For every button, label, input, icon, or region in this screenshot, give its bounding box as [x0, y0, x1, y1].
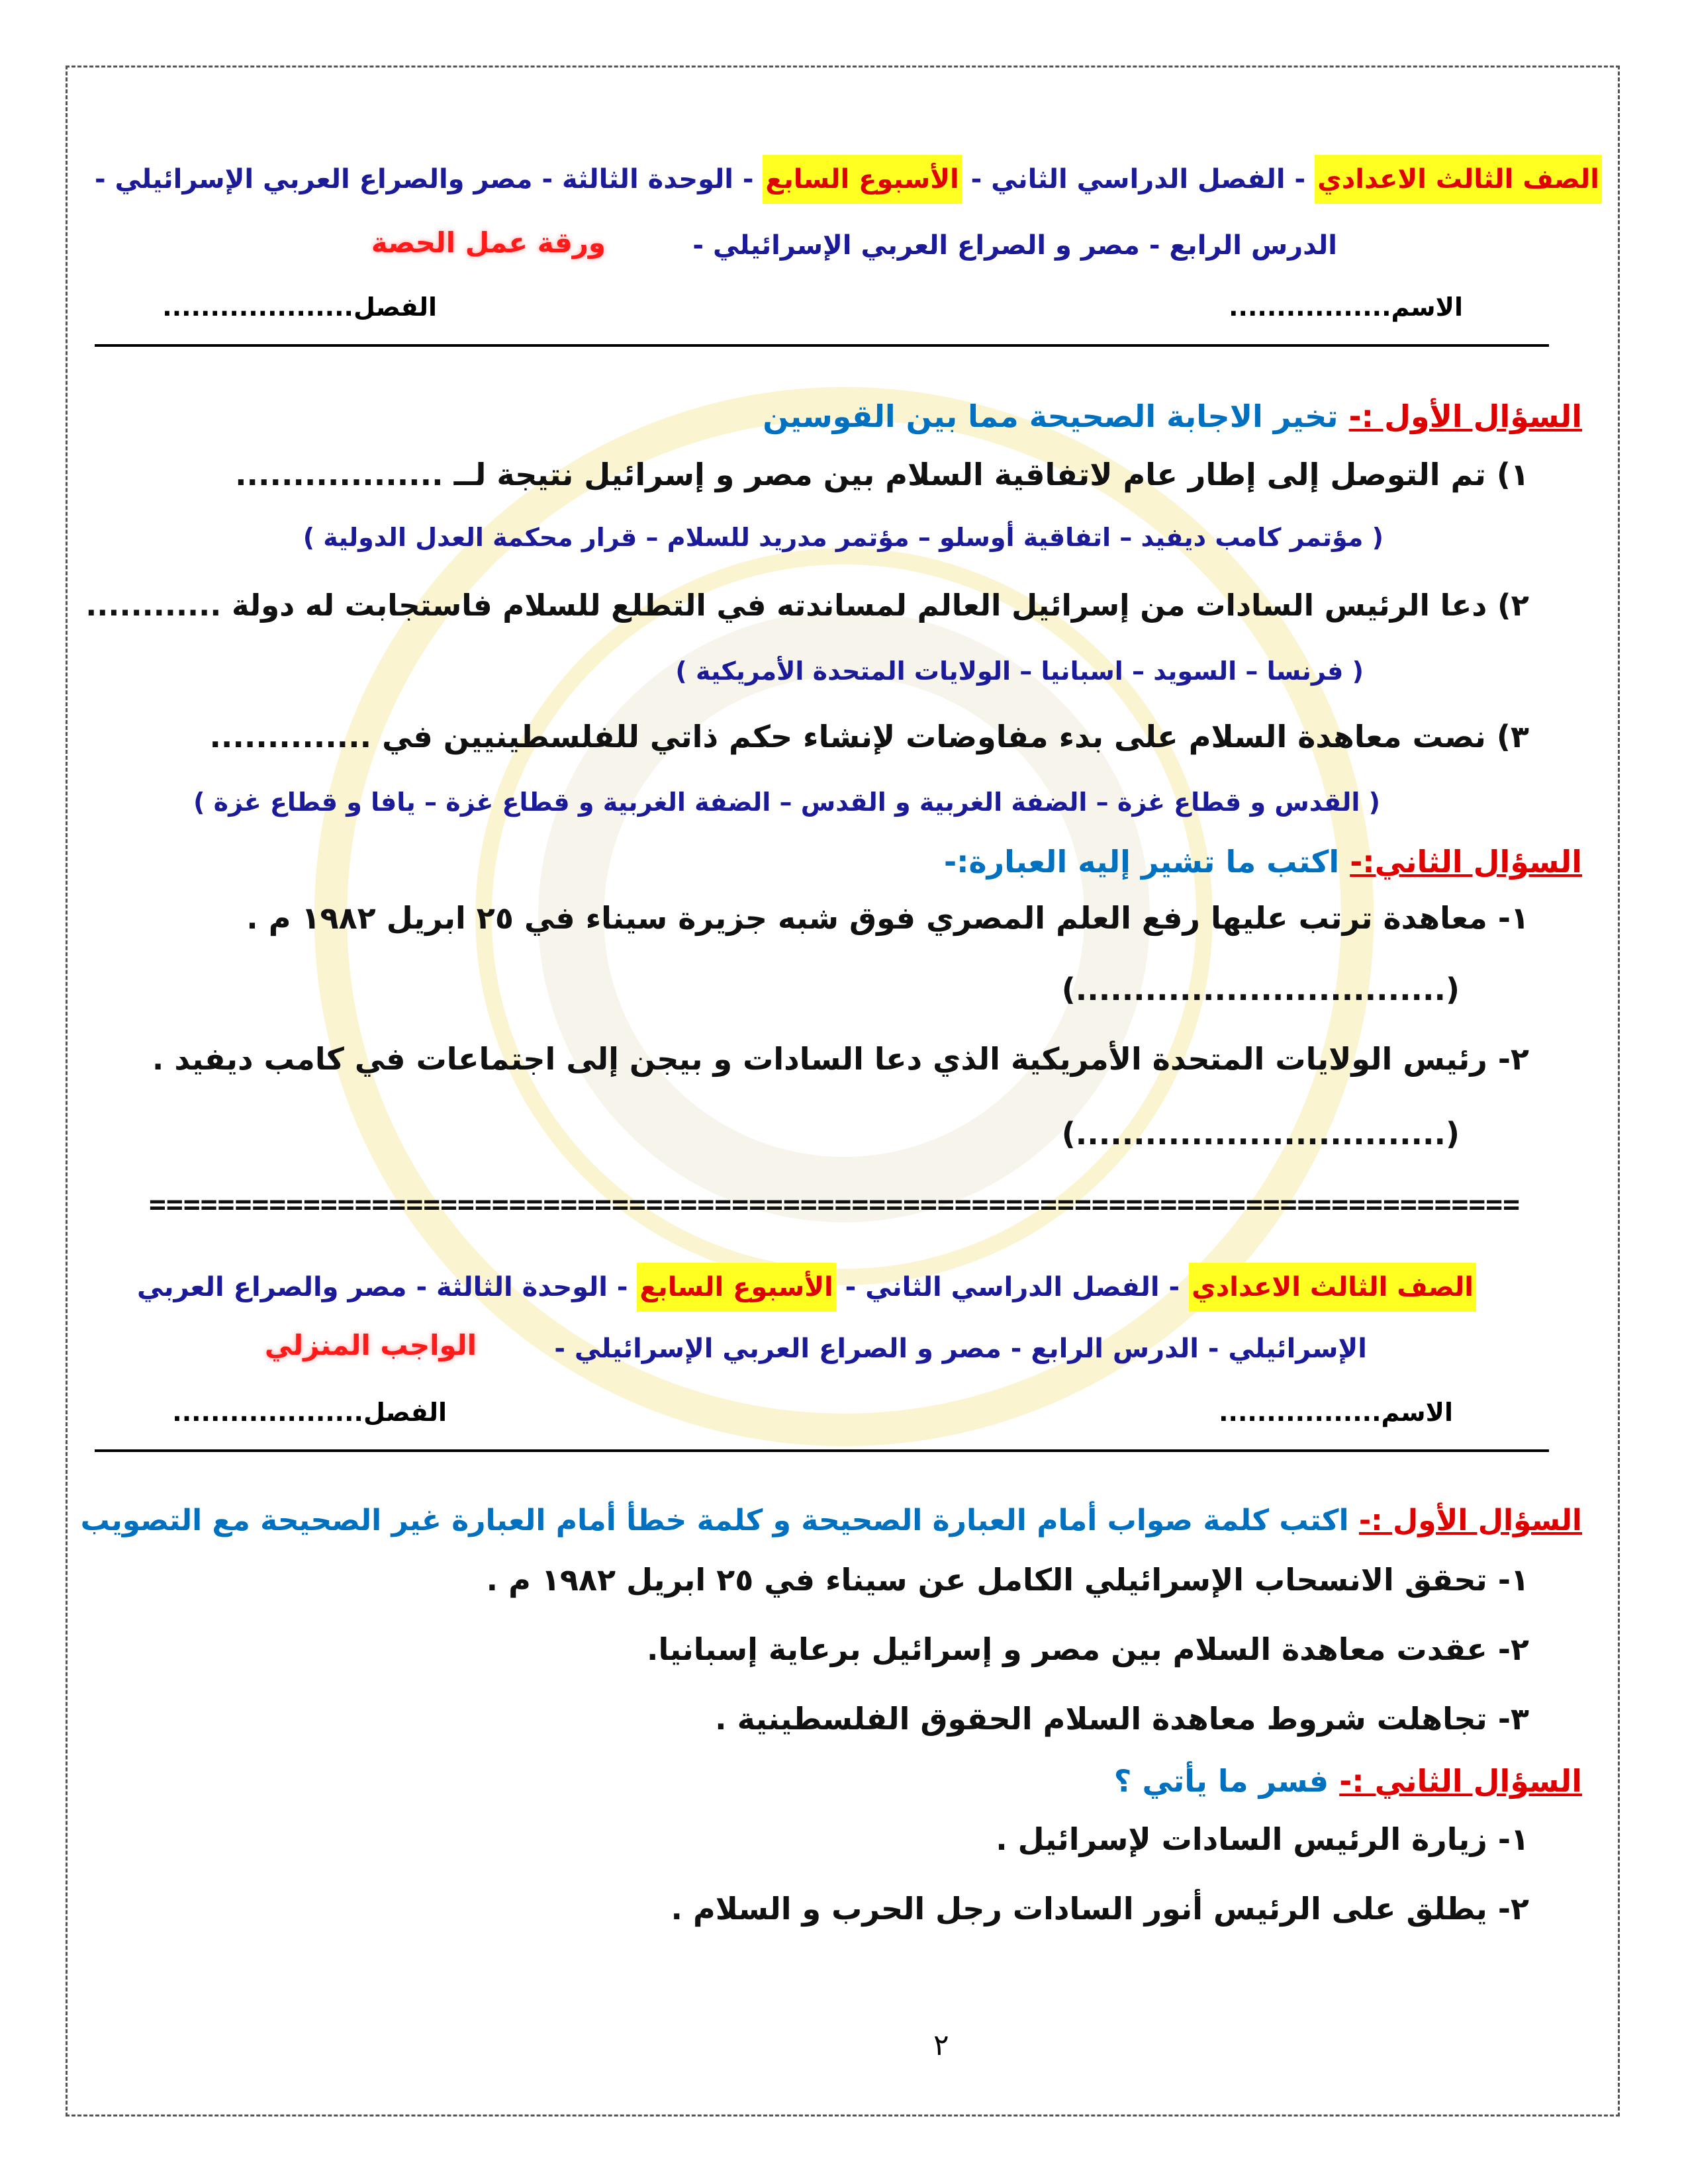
- page-number: ٢: [933, 2028, 949, 2062]
- week-label: الأسبوع السابع: [763, 155, 961, 204]
- question-item: ١- تحقق الانسحاب الإسرائيلي الكامل عن سيناء في ٢٥ ابريل ١٩٨٢ م .: [486, 1562, 1529, 1598]
- hw-q2-instruction: فسر ما يأتي ؟: [1113, 1763, 1340, 1799]
- lesson-label: الدرس الرابع - مصر و الصراع العربي الإسرائيلي -: [692, 230, 1337, 261]
- sheet-type-label: ورقة عمل الحصة: [371, 226, 606, 259]
- q2-label: السؤال الثاني:-: [1350, 844, 1582, 880]
- sheet-type-label: الواجب المنزلي: [264, 1329, 477, 1361]
- section-separator: ================================================================================: [149, 1188, 1521, 1221]
- answer-options: ( القدس و قطاع غزة – الضفة الغربية و القدس – الضفة الغربية و قطاع غزة – يافا و قطاع غزة ): [193, 788, 1380, 817]
- week-label: الأسبوع السابع: [637, 1263, 835, 1312]
- worksheet-header-line1: [95, 164, 1602, 195]
- hw-q2-label: السؤال الثاني :-: [1339, 1763, 1582, 1799]
- class-field[interactable]: الفصل....................: [162, 293, 437, 322]
- q2-title: [944, 844, 1582, 880]
- hw-q1-instruction: اكتب كلمة صواب أمام العبارة الصحيحة و كلمة خطأ أمام العبارة غير الصحيحة مع التصويب: [80, 1504, 1359, 1537]
- divider: [95, 344, 1549, 347]
- question-item: ٣) نصت معاهدة السلام على بدء مفاوضات لإنشاء حكم ذاتي للفلسطينيين في ..............: [209, 719, 1529, 754]
- q2-instruction: اكتب ما تشير إليه العبارة:-: [944, 844, 1350, 880]
- question-item: ٢- رئيس الولايات المتحدة الأمريكية الذي دعا السادات و بيجن إلى اجتماعات في كامب ديفيد .: [152, 1041, 1529, 1077]
- grade-label: الصف الثالث الاعدادي: [1315, 155, 1602, 204]
- lesson-label: الإسرائيلي - الدرس الرابع - مصر و الصراع العربي الإسرائيلي -: [554, 1334, 1367, 1364]
- divider: [95, 1449, 1549, 1452]
- q1-instruction: تخير الاجابة الصحيحة مما بين القوسين: [763, 398, 1349, 434]
- class-field[interactable]: الفصل....................: [172, 1398, 447, 1427]
- term-label: - الفصل الدراسي الثاني -: [970, 164, 1306, 195]
- answer-blank[interactable]: (................................): [1061, 1116, 1460, 1152]
- question-item: ٢- يطلق على الرئيس أنور السادات رجل الحرب و السلام .: [671, 1891, 1529, 1927]
- question-item: ٢) دعا الرئيس السادات من إسرائيل العالم لمساندته في التطلع للسلام فاستجابت له دولة ............: [85, 588, 1529, 623]
- unit-label: - الوحدة الثالثة - مصر والصراع العربي: [137, 1272, 628, 1302]
- question-item: ٣- تجاهلت شروط معاهدة السلام الحقوق الفلسطينية .: [715, 1701, 1529, 1737]
- question-item: ٢- عقدت معاهدة السلام بين مصر و إسرائيل برعاية إسبانيا.: [646, 1631, 1529, 1667]
- hw-q1-title: [81, 1504, 1582, 1537]
- name-field[interactable]: الاسم.................: [1219, 1398, 1453, 1427]
- unit-label: - الوحدة الثالثة - مصر والصراع العربي الإسرائيلي -: [94, 164, 754, 195]
- name-field[interactable]: الاسم.................: [1229, 293, 1463, 322]
- question-item: ١- معاهدة ترتب عليها رفع العلم المصري فوق شبه جزيرة سيناء في ٢٥ ابريل ١٩٨٢ م .: [246, 900, 1529, 936]
- question-item: ١- زيارة الرئيس السادات لإسرائيل .: [996, 1821, 1529, 1857]
- grade-label: الصف الثالث الاعدادي: [1189, 1263, 1476, 1312]
- q1-label: السؤال الأول :-: [1348, 398, 1582, 434]
- answer-blank[interactable]: (................................): [1061, 972, 1460, 1007]
- answer-options: ( مؤتمر كامب ديفيد – اتفاقية أوسلو – مؤتمر مدريد للسلام – قرار محكمة العدل الدولية ): [303, 523, 1383, 552]
- answer-options: ( فرنسا – السويد – اسبانيا – الولايات المتحدة الأمريكية ): [675, 657, 1364, 686]
- hw-q1-label: السؤال الأول :-: [1358, 1504, 1582, 1537]
- homework-header-line1: [137, 1272, 1476, 1302]
- hw-q2-title: [1114, 1763, 1582, 1799]
- q1-title: [763, 398, 1582, 434]
- question-item: ١) تم التوصل إلى إطار عام لاتفاقية السلام بين مصر و إسرائيل نتيجة لــ ..................: [235, 457, 1529, 492]
- term-label: - الفصل الدراسي الثاني -: [845, 1272, 1180, 1302]
